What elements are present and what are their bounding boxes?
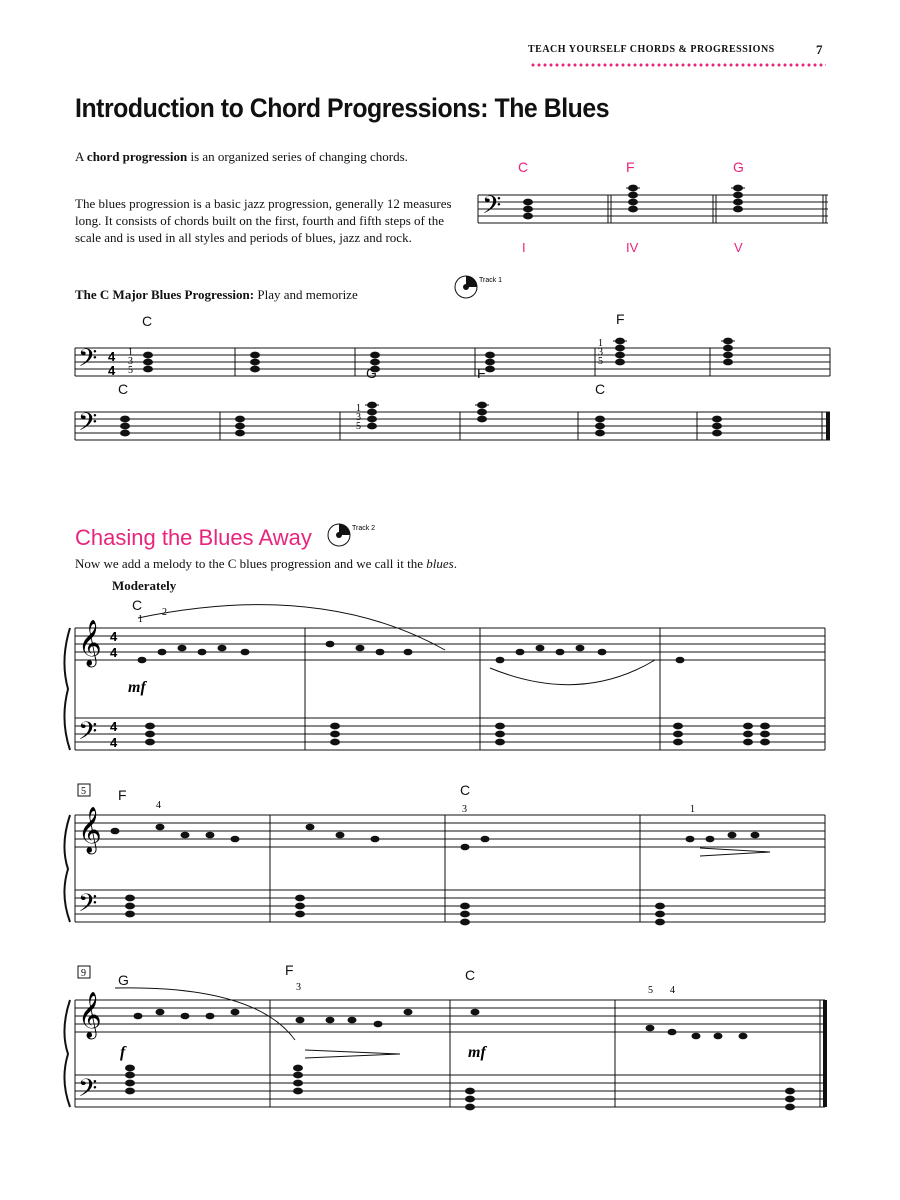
svg-text:𝄢: 𝄢: [78, 409, 98, 442]
svg-text:𝄞: 𝄞: [78, 808, 102, 852]
svg-text:𝄢: 𝄢: [78, 890, 98, 923]
svg-text:𝄢: 𝄢: [78, 345, 98, 378]
running-header: TEACH YOURSELF CHORDS & PROGRESSIONS: [528, 44, 775, 55]
dynamic-marking: mf: [128, 679, 146, 696]
piece-title: Chasing the Blues Away: [75, 525, 312, 550]
chord-symbol: C: [132, 597, 143, 613]
svg-text:5: 5: [128, 365, 133, 376]
svg-text:1: 1: [138, 614, 143, 625]
svg-text:5: 5: [648, 985, 653, 996]
svg-text:4: 4: [108, 363, 116, 378]
chord-symbol: F: [118, 787, 127, 803]
dynamic-marking: mf: [468, 1044, 486, 1061]
svg-text:𝄢: 𝄢: [78, 1075, 98, 1108]
piece-score: [60, 590, 840, 1170]
svg-text:1: 1: [356, 403, 361, 414]
svg-text:3: 3: [128, 356, 133, 367]
svg-text:4: 4: [108, 349, 116, 364]
tempo-marking: Moderately: [112, 578, 177, 593]
blues-progression-staves: [70, 308, 840, 488]
page-number: 7: [816, 42, 823, 57]
chord-symbol: C: [460, 782, 471, 798]
svg-text:3: 3: [598, 347, 603, 358]
chord-symbol: C: [118, 381, 129, 397]
svg-text:4: 4: [110, 735, 118, 750]
svg-text:3: 3: [356, 412, 361, 423]
chord-symbol: F: [626, 159, 635, 175]
svg-text:1: 1: [690, 804, 695, 815]
svg-text:5: 5: [598, 356, 603, 367]
paragraph-definition: A chord progression is an organized series of changing chords.: [75, 149, 408, 164]
chord-symbol: C: [518, 159, 529, 175]
paragraph-blues: The blues progression is a basic jazz progression, generally 12 measures long. It consists of chords built on the first, fourth and fifth steps of the scale and is used in all styles and periods of blues, jazz and rock.: [75, 196, 452, 245]
bass-clef-icon: 𝄢: [482, 192, 502, 225]
chord-symbol: F: [616, 311, 625, 327]
cd-track-icon: [325, 518, 385, 552]
svg-text:𝄞: 𝄞: [78, 621, 102, 665]
measure-number: 5: [81, 786, 86, 797]
svg-text:4: 4: [110, 645, 118, 660]
svg-text:4: 4: [670, 985, 675, 996]
svg-text:Track 2: Track 2: [352, 525, 376, 532]
roman-numeral: IV: [626, 240, 639, 255]
svg-text:1: 1: [598, 338, 603, 349]
svg-text:5: 5: [356, 421, 361, 432]
chord-symbol: G: [733, 159, 744, 175]
svg-text:𝄢: 𝄢: [78, 718, 98, 751]
svg-text:1: 1: [128, 347, 133, 358]
roman-numeral: V: [734, 240, 743, 255]
chord-symbol: F: [477, 365, 486, 381]
svg-text:Track 1: Track 1: [479, 277, 503, 284]
svg-text:2: 2: [162, 607, 167, 618]
dynamic-marking: f: [120, 1044, 126, 1061]
svg-text:4: 4: [110, 719, 118, 734]
svg-text:3: 3: [296, 982, 301, 993]
chord-symbol: F: [285, 962, 294, 978]
chord-symbol: C: [142, 313, 153, 329]
page-title: Introduction to Chord Progressions: The Blues: [75, 93, 610, 123]
dotted-rule: [530, 62, 826, 68]
piece-intro: Now we add a melody to the C blues progression and we call it the blues.: [75, 556, 457, 571]
chord-symbol: G: [118, 972, 129, 988]
svg-text:4: 4: [110, 629, 118, 644]
chord-symbol: C: [595, 381, 606, 397]
progression-heading: The C Major Blues Progression: Play and memorize: [75, 287, 358, 302]
cd-track-icon: [452, 270, 512, 304]
svg-text:4: 4: [156, 800, 161, 811]
roman-numeral: I: [522, 240, 526, 255]
measure-number: 9: [81, 968, 86, 979]
chord-symbol: C: [465, 967, 476, 983]
chord-example-staff: [468, 150, 838, 260]
svg-text:3: 3: [462, 804, 467, 815]
chord-symbol: G: [366, 365, 377, 381]
svg-text:𝄞: 𝄞: [78, 993, 102, 1037]
